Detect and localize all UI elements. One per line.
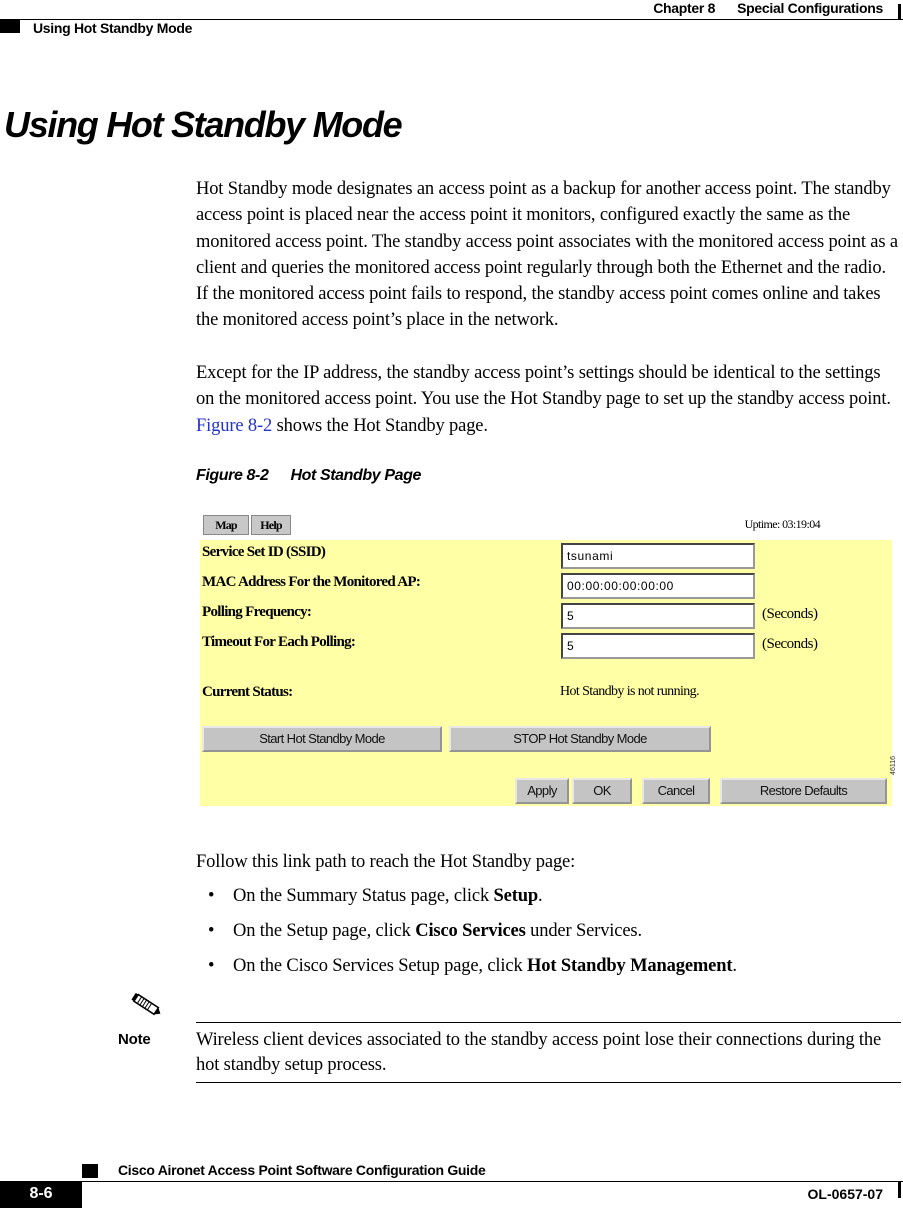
step-link-hot-standby-management[interactable]: Hot Standby Management [527, 956, 733, 976]
ok-button[interactable]: OK [572, 778, 632, 804]
footer-guide-title: Cisco Aironet Access Point Software Configuration Guide [118, 1162, 486, 1178]
restore-defaults-button[interactable]: Restore Defaults [720, 778, 887, 804]
figure-id: 46116 [890, 756, 897, 775]
ssid-input[interactable]: tsunami [561, 543, 755, 569]
footer-rule [0, 1181, 903, 1182]
step-text: On the Summary Status page, click [233, 886, 494, 906]
map-tab-button[interactable]: Map [203, 515, 249, 535]
polling-frequency-input[interactable]: 5 [561, 603, 755, 629]
apply-button[interactable]: Apply [515, 778, 569, 804]
running-header-chapter [653, 0, 883, 16]
timeout-unit: (Seconds) [762, 636, 818, 652]
timeout-input[interactable]: 5 [561, 633, 755, 659]
header-tick [898, 4, 901, 20]
link-path-intro: Follow this link path to reach the Hot Standby page: [196, 852, 576, 872]
timeout-label: Timeout For Each Polling: [202, 634, 356, 650]
step-text-end: under Services. [525, 921, 642, 941]
step-link-cisco-services[interactable]: Cisco Services [415, 921, 526, 941]
settings-text-end: shows the Hot Standby page. [276, 415, 488, 436]
step-text-end: . [732, 956, 737, 976]
ssid-label: Service Set ID (SSID) [202, 544, 326, 560]
step-link-setup[interactable]: Setup [493, 886, 539, 906]
chapter-title: Special Configurations [737, 0, 883, 16]
stop-hot-standby-button[interactable]: STOP Hot Standby Mode [449, 726, 711, 752]
uptime-readout: Uptime: 03:19:04 [744, 517, 820, 531]
screenshot-toolbar [200, 508, 892, 540]
start-hot-standby-button[interactable]: Start Hot Standby Mode [202, 726, 442, 752]
mac-input[interactable]: 00:00:00:00:00:00 [561, 573, 755, 599]
note-bottom-rule [196, 1082, 901, 1083]
running-header-section: Using Hot Standby Mode [33, 20, 193, 36]
footer-block [82, 1164, 98, 1178]
note-label: Note [118, 1031, 151, 1048]
pencil-icon [130, 990, 164, 1020]
figure-link[interactable]: Figure 8-2 [196, 415, 273, 436]
page-title: Using Hot Standby Mode [4, 104, 402, 145]
link-path-step-2 [233, 921, 642, 942]
step-text: On the Setup page, click [233, 921, 416, 941]
current-status-label: Current Status: [202, 684, 293, 700]
intro-paragraph: Hot Standby mode designates an access point as a backup for another access point. The standby access point is placed near the access point it monitors, configured exactly the same as the monitored access point. The standby access point associates with the monitored access point as a client and queries the monitored access point regularly through both the Ethernet and the radio. If the monitored access point fails to respond, the standby access point comes online and takes the monitored access point’s place in the network. [196, 179, 898, 331]
help-tab-button[interactable]: Help [251, 515, 291, 535]
bullet-marker: • [208, 921, 215, 941]
page-number: 8-6 [0, 1182, 82, 1208]
figure-caption [196, 467, 421, 485]
step-text-end: . [538, 886, 543, 906]
step-text: On the Cisco Services Setup page, click [233, 956, 528, 976]
note-text: Wireless client devices associated to the standby access point lose their connections during the hot standby setup process. [196, 1030, 882, 1075]
figure-title: Hot Standby Page [290, 467, 421, 484]
footer-tick [898, 1182, 901, 1198]
document-number: OL-0657-07 [807, 1186, 883, 1202]
polling-frequency-label: Polling Frequency: [202, 604, 312, 620]
settings-text: Except for the IP address, the standby access point’s settings should be identical to the settings on the monitored access point. You use the Hot Standby page to set up the standby access point. [196, 363, 891, 410]
hot-standby-screenshot [200, 508, 897, 808]
link-path-step-3 [233, 956, 737, 977]
settings-paragraph [196, 360, 901, 439]
cancel-button[interactable]: Cancel [642, 778, 710, 804]
header-block [0, 20, 20, 33]
note-top-rule [196, 1022, 901, 1023]
figure-label: Figure 8-2 [196, 467, 269, 484]
mac-label: MAC Address For the Monitored AP: [202, 574, 421, 590]
polling-unit: (Seconds) [762, 606, 818, 622]
current-status-value: Hot Standby is not running. [560, 684, 699, 699]
bullet-marker: • [208, 956, 215, 976]
bullet-marker: • [208, 886, 215, 906]
link-path-step-1 [233, 886, 543, 907]
chapter-number: Chapter 8 [653, 0, 716, 16]
screenshot-form [200, 540, 892, 806]
